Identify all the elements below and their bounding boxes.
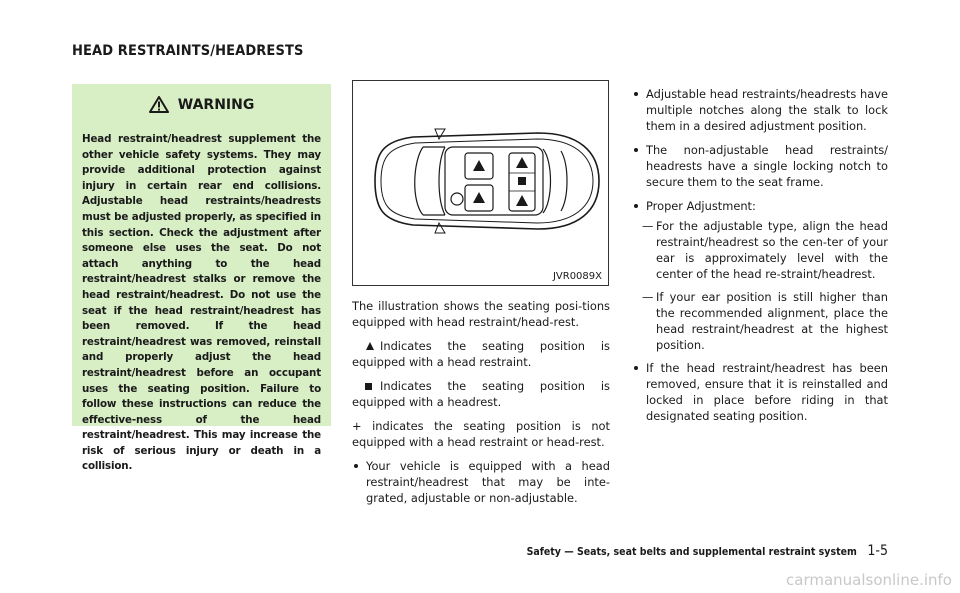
sub-item-text: For the adjustable type, align the head restraint/headrest so the cen-ter of your ear is approximately level with the center of the head re-straint/headrest. — [656, 219, 888, 281]
page-number: 1-5 — [867, 543, 888, 559]
car-top-view-illustration — [353, 81, 608, 285]
bullet-item — [632, 360, 888, 424]
warning-title-row — [72, 94, 331, 120]
bullet-item — [632, 86, 888, 134]
bullet-text: If the head restraint/headrest has been removed, ensure that it is reinstalled and locked in place before riding in that designated seating position. — [646, 361, 888, 423]
right-column — [632, 86, 888, 432]
bullet-dot-icon — [634, 148, 638, 152]
page-heading: HEAD RESTRAINTS/HEADRESTS — [72, 43, 304, 59]
dash-marker: — — [642, 290, 654, 304]
warning-title: WARNING — [177, 96, 255, 113]
middle-column — [352, 298, 610, 514]
page-footer — [488, 540, 888, 559]
bullet-dot-icon — [634, 366, 638, 370]
bullet-dot-icon — [354, 464, 358, 468]
bullet-item — [632, 142, 888, 190]
legend-triangle — [352, 338, 610, 370]
figure-code: JVR0089X — [552, 271, 602, 282]
illustration-intro: The illustration shows the seating posi-tions equipped with head restraint/head-rest. — [352, 299, 610, 329]
legend-square-text: Indicates the seating position is equipped with a headrest. — [352, 379, 610, 409]
sub-item-text: If your ear position is still higher than the recommended alignment, place the head restraint/headrest at the highest position. — [656, 290, 888, 352]
footer-section-title: Safety — Seats, seat belts and supplemental restraint system — [526, 546, 857, 558]
sub-item — [632, 289, 888, 353]
dash-marker: — — [642, 219, 654, 233]
square-icon — [365, 383, 372, 390]
bullet-dot-icon — [634, 92, 638, 96]
sub-item — [632, 218, 888, 282]
legend-square — [352, 378, 610, 410]
bullet-text: Proper Adjustment: — [646, 199, 756, 213]
warning-text: Head restraint/headrest supplement the other vehicle safety systems. They may provide additional protection against injury in certain rear end collisions. Adjustable head restraints/headrests must be adjusted properly, as specified in this section. Check the adjustment after someone else uses the seat. Do not attach anything to the head restraint/headrest stalks or remove the head restraint/headrest. Do not use the seat if the head restraint/headrest has been removed. If the head restraint/headrest was removed, reinstall and properly adjust the head restraint/headrest before an occupant uses the seating position. Failure to follow these instructions can reduce the effective-ness of the head restraint/headrest. This may increase the risk of serious injury or death in a collision. — [82, 133, 321, 473]
legend-triangle-text: Indicates the seating position is equipped with a head restraint. — [352, 339, 610, 369]
bullet-text: The non-adjustable head restraints/ headrests have a single locking notch to secure them to the seat frame. — [646, 143, 888, 189]
warning-icon — [149, 96, 169, 113]
seating-illustration — [352, 80, 609, 286]
watermark: carmanualsonline.info — [786, 571, 952, 589]
legend-plus: + indicates the seating position is not equipped with a head restraint or head-rest. — [352, 419, 610, 449]
bullet-text: Adjustable head restraints/headrests have multiple notches along the stalk to lock them in a desired adjustment position. — [646, 87, 888, 133]
triangle-icon — [366, 342, 374, 350]
bullet-dot-icon — [634, 204, 638, 208]
warning-box — [72, 84, 331, 473]
bullet-text: Your vehicle is equipped with a head restraint/headrest that may be inte-grated, adjustable or non-adjustable. — [366, 459, 610, 505]
bullet-item — [632, 198, 888, 214]
bullet-item — [352, 458, 610, 506]
